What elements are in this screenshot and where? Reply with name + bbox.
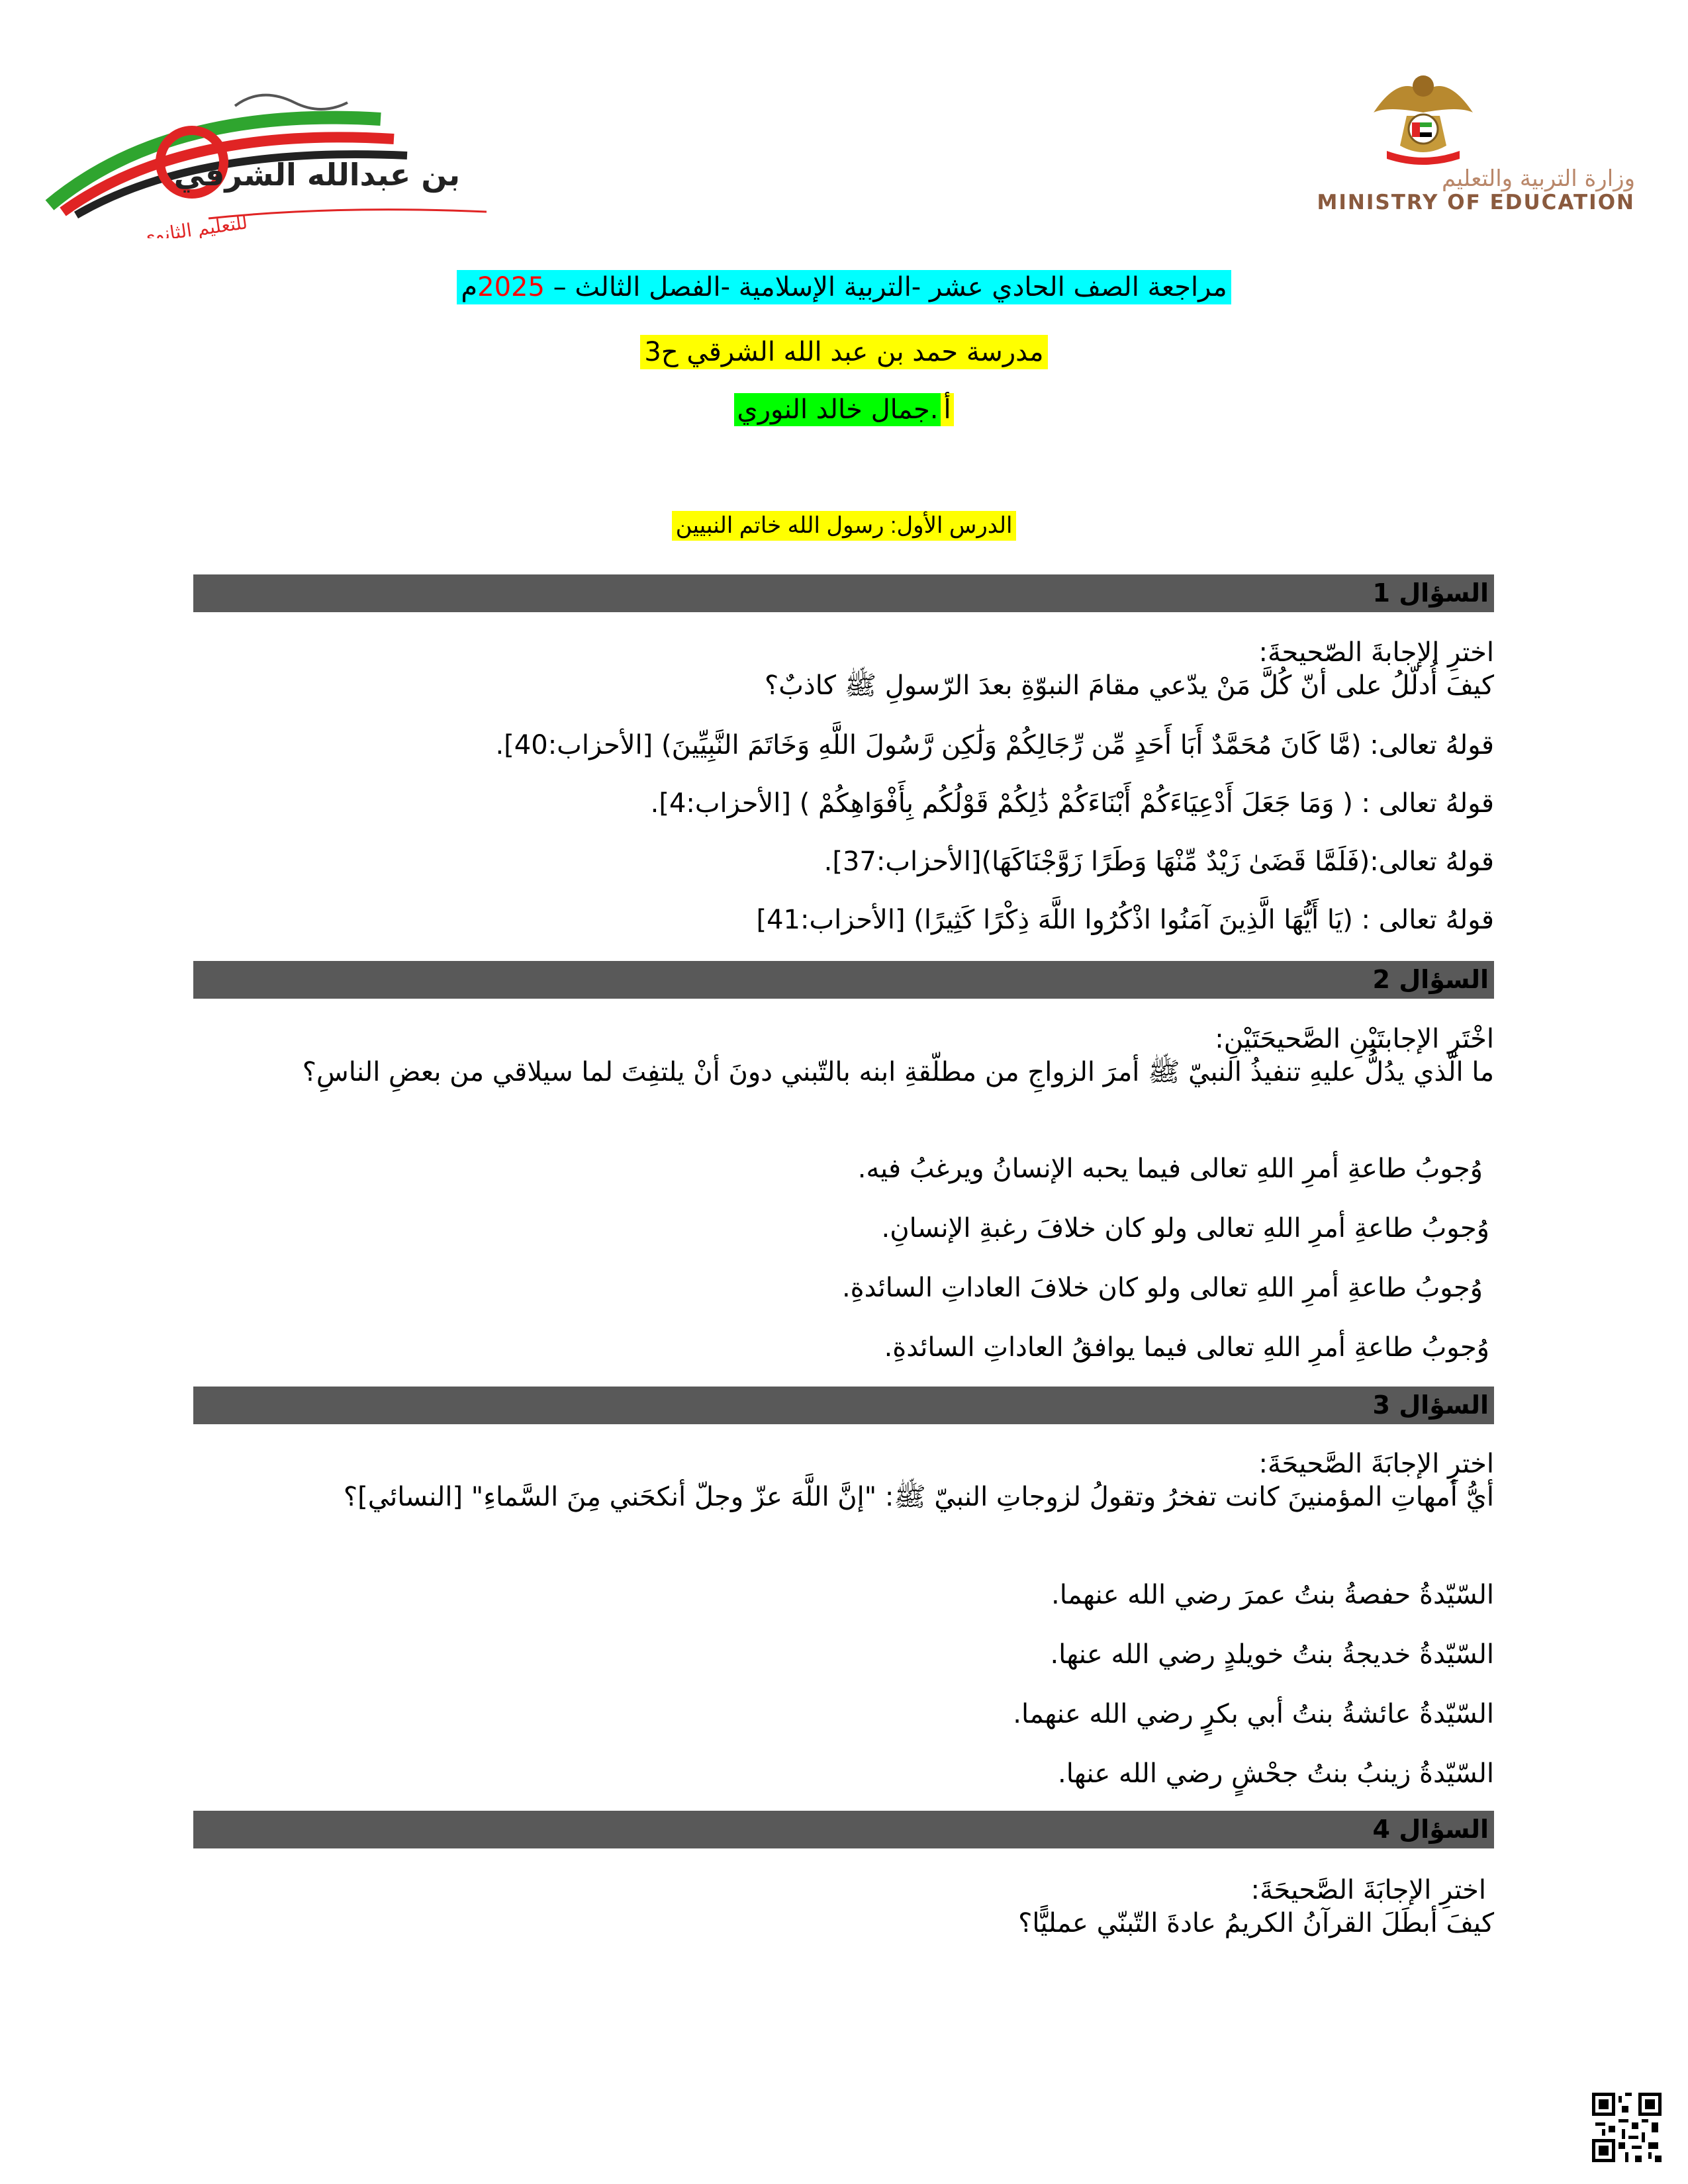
question-1-option[interactable]: قولهُ تعالى: (مَّا كَانَ مُحَمَّدٌ أَبَا أَحَدٍ مِّن رِّجَالِكُمْ وَلَٰكِن رَّسُولَ اللَّهِ وَخَاتَمَ النَّبِيِّينَ) [الأحزاب:40].: [495, 730, 1494, 760]
question-3-stem: أيُّ أمهاتِ المؤمنينَ كانت تفخرُ وتقولُ لزوجاتِ النبيّ ﷺ: "إنَّ اللَّهَ عزّ وجلّ أنكحَني مِنَ السَّماءِ" [النسائي]؟: [343, 1482, 1494, 1512]
teacher-name: .جمال خالد النوري: [734, 393, 941, 426]
school-name: [0, 335, 1688, 369]
lesson-title: [0, 511, 1688, 541]
question-3-option[interactable]: السّيّدةُ عائشةُ بنتُ أبي بكرٍ رضي الله عنهما.: [1013, 1699, 1494, 1729]
question-1-label: السؤال 1: [1372, 578, 1489, 608]
question-1-instruction: اخترِ الإجابةَ الصّحيحةَ:: [1258, 637, 1494, 668]
question-1-option[interactable]: قولهُ تعالى:(فَلَمَّا قَضَىٰ زَيْدٌ مِّنْهَا وَطَرًا زَوَّجْنَاكَهَا)[الأحزاب:37].: [823, 846, 1494, 877]
ministry-name-english: MINISTRY OF EDUCATION: [1317, 191, 1635, 214]
school-logo-name: بن عبدالله الشرقي: [173, 157, 460, 193]
question-1-stem: كيفَ أُدلّلُ على أنّ كُلَّ مَنْ يدّعي مقامَ النبوّةِ بعدَ الرّسولِ ﷺ كاذبٌ؟: [765, 670, 1494, 701]
title-text: مراجعة الصف الحادي عشر -التربية الإسلامية -الفصل الثالث –: [544, 272, 1227, 302]
page-title: [0, 270, 1688, 304]
question-2-label: السؤال 2: [1372, 965, 1489, 994]
question-4-label: السؤال 4: [1372, 1815, 1489, 1844]
teacher-line: [0, 394, 1688, 425]
title-year: 2025: [477, 272, 545, 302]
ministry-logo: [1211, 66, 1635, 218]
question-3-label: السؤال 3: [1372, 1390, 1489, 1420]
question-2-option[interactable]: وُجوبُ طاعةِ أمرِ اللهِ تعالى ولو كان خلافَ العاداتِ السائدةِ.: [841, 1273, 1483, 1303]
question-3-instruction: اخترِ الإجابَةَ الصَّحيحَةَ:: [1258, 1449, 1494, 1479]
question-4-instruction: اخترِ الإجابَةَ الصَّحيحَةَ:: [1250, 1875, 1486, 1905]
teacher-prefix: أ: [941, 393, 953, 426]
question-3-option[interactable]: السّيّدةُ خديجةُ بنتُ خويلدٍ رضي الله عنها.: [1050, 1639, 1494, 1670]
question-3-option[interactable]: السّيّدةُ زينبُ بنتُ جحْشٍ رضي الله عنها.: [1057, 1758, 1494, 1789]
question-4-header: [193, 1811, 1494, 1848]
question-2-option[interactable]: وُجوبُ طاعةِ أمرِ اللهِ تعالى ولو كان خلافَ رغبةِ الإنسانِ.: [881, 1213, 1489, 1244]
school-name-text: مدرسة حمد بن عبد الله الشرقي ح3: [640, 335, 1047, 369]
lesson-title-text: الدرس الأول: رسول الله خاتم النبيين: [672, 511, 1017, 541]
question-1-option[interactable]: قولهُ تعالى : (يَا أَيُّهَا الَّذِينَ آمَنُوا اذْكُرُوا اللَّهَ ذِكْرًا كَثِيرًا) [الأحزاب:41]: [756, 905, 1494, 935]
ministry-name-arabic: وزارة التربية والتعليم: [1442, 165, 1635, 192]
question-3-header: [193, 1387, 1494, 1424]
question-4-stem: كيفَ أبطَلَ القرآنُ الكريمُ عادةَ التّبنّي عمليًّا؟: [1018, 1908, 1494, 1938]
question-1-header: [193, 574, 1494, 612]
question-2-header: [193, 961, 1494, 999]
school-logo-subtitle: للتعليم الثانوي: [139, 211, 249, 238]
question-3-option[interactable]: السّيّدةُ حفصةُ بنتُ عمرَ رضي الله عنهما.: [1051, 1580, 1494, 1610]
question-2-stem: ما الّذي يدُلُّ عليهِ تنفيذُ النبيّ ﷺ أمرَ الزواجِ من مطلّقةِ ابنه بالتّبني دونَ أنْ يلتفِتَ لما سيلاقي من بعضِ الناسِ؟: [302, 1057, 1494, 1087]
question-2-option[interactable]: وُجوبُ طاعةِ أمرِ اللهِ تعالى فيما يوافقُ العاداتِ السائدةِ.: [884, 1332, 1489, 1363]
qr-code-icon: [1592, 2093, 1662, 2162]
question-2-instruction: اخْتَرِ الإجابتَيْنِ الصَّحيحَتَيْنِ:: [1215, 1024, 1494, 1054]
school-logo: [36, 79, 487, 238]
question-1-option[interactable]: قولهُ تعالى : ( وَمَا جَعَلَ أَدْعِيَاءَكُمْ أَبْنَاءَكُمْ ذَٰلِكُمْ قَوْلُكُم بِأَفْوَاهِكُمْ ) [الأحزاب:4].: [650, 788, 1494, 819]
question-2-option[interactable]: وُجوبُ طاعةِ أمرِ اللهِ تعالى فيما يحبه الإنسانُ ويرغبُ فيه.: [857, 1154, 1483, 1184]
title-suffix: م: [461, 272, 478, 302]
falcon-emblem-icon: [1374, 75, 1473, 165]
